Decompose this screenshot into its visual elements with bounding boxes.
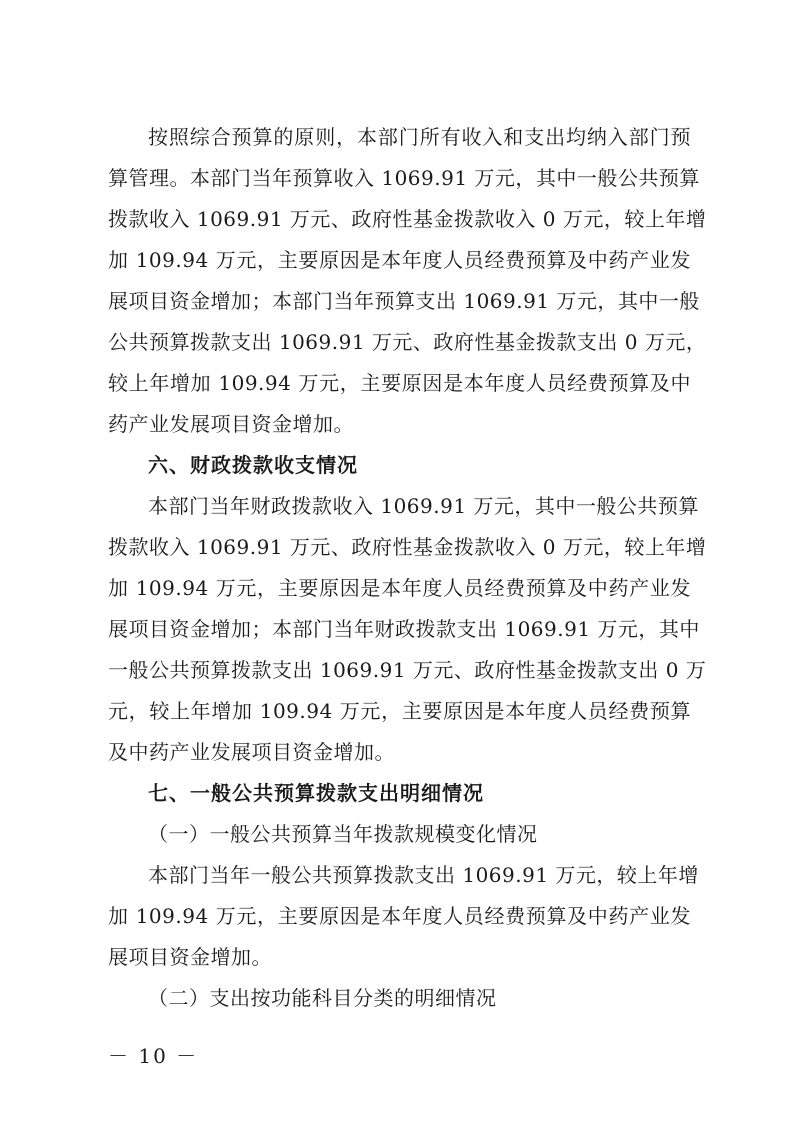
paragraph-line: 本部门当年财政拨款收入 1069.91 万元，其中一般公共预算 (148, 494, 699, 518)
paragraph-line: 按照综合预算的原则，本部门所有收入和支出均纳入部门预 (148, 125, 691, 149)
paragraph-line: 及中药产业发展项目资金增加。 (108, 740, 395, 764)
paragraph-line: 较上年增加 109.94 万元，主要原因是本年度人员经费预算及中 (108, 371, 691, 395)
paragraph-line: 公共预算拨款支出 1069.91 万元、政府性基金拨款支出 0 万元， (108, 330, 707, 354)
section-heading: 七、一般公共预算拨款支出明细情况 (148, 781, 484, 805)
paragraph-line: 展项目资金增加。 (108, 945, 272, 969)
subsection-heading: （二）支出按功能科目分类的明细情况 (148, 986, 497, 1010)
paragraph-line: 加 109.94 万元，主要原因是本年度人员经费预算及中药产业发 (108, 576, 691, 600)
paragraph-line: 展项目资金增加；本部门当年预算支出 1069.91 万元，其中一般 (108, 289, 700, 313)
paragraph-line: 元，较上年增加 109.94 万元，主要原因是本年度人员经费预算 (108, 699, 691, 723)
paragraph-line: 拨款收入 1069.91 万元、政府性基金拨款收入 0 万元，较上年增 (108, 535, 707, 559)
paragraph-line: 拨款收入 1069.91 万元、政府性基金拨款收入 0 万元，较上年增 (108, 207, 707, 231)
paragraph-line: 一般公共预算拨款支出 1069.91 万元、政府性基金拨款支出 0 万 (108, 658, 707, 682)
paragraph-line: 本部门当年一般公共预算拨款支出 1069.91 万元，较上年增 (148, 863, 699, 887)
paragraph-line: 加 109.94 万元，主要原因是本年度人员经费预算及中药产业发 (108, 904, 691, 928)
section-heading: 六、财政拨款收支情况 (148, 453, 358, 477)
page-number: － 10 － (108, 1044, 199, 1068)
subsection-heading: （一）一般公共预算当年拨款规模变化情况 (148, 822, 538, 846)
paragraph-line: 算管理。本部门当年预算收入 1069.91 万元，其中一般公共预算 (108, 166, 700, 190)
paragraph-line: 药产业发展项目资金增加。 (108, 412, 354, 436)
paragraph-line: 展项目资金增加；本部门当年财政拨款支出 1069.91 万元，其中 (108, 617, 700, 641)
paragraph-line: 加 109.94 万元，主要原因是本年度人员经费预算及中药产业发 (108, 248, 691, 272)
